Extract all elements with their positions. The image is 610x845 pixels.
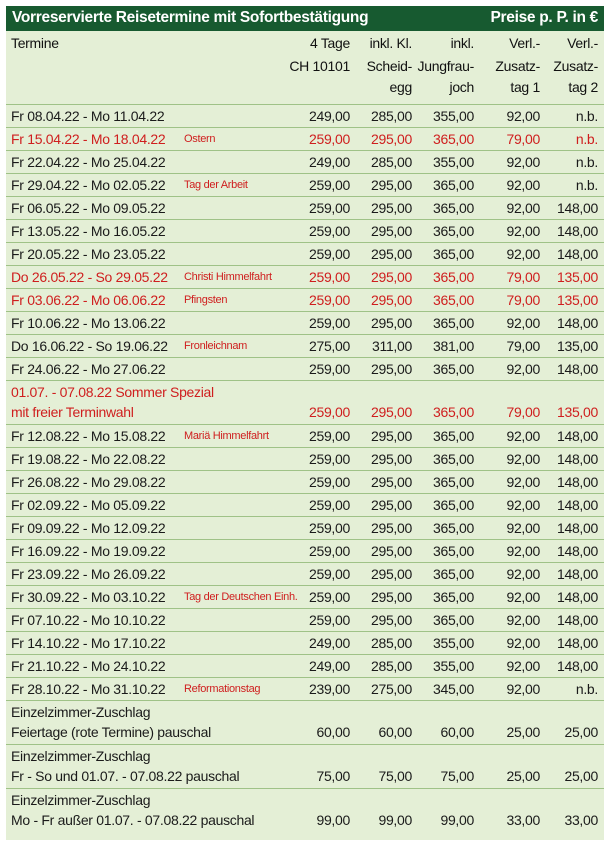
row-date: Fr 21.10.22 - Mo 24.10.22 [11, 658, 166, 674]
price-4-tage: 259,00 [308, 315, 350, 331]
price-zusatztag-2: 148,00 [556, 223, 598, 239]
price-scheidegg: 295,00 [370, 612, 412, 628]
price-zusatztag-1: 25,00 [506, 724, 540, 740]
row-date: Fr 19.08.22 - Mo 22.08.22 [11, 451, 166, 467]
price-zusatztag-1: 92,00 [506, 497, 540, 513]
price-scheidegg: 285,00 [370, 658, 412, 674]
price-jungfraujoch: 365,00 [432, 520, 474, 536]
price-jungfraujoch: 365,00 [432, 451, 474, 467]
price-scheidegg: 295,00 [370, 177, 412, 193]
table-row [6, 516, 604, 539]
price-4-tage: 275,00 [308, 338, 350, 354]
price-zusatztag-1: 92,00 [506, 246, 540, 262]
price-4-tage: 259,00 [308, 131, 350, 147]
price-zusatztag-2: 148,00 [556, 566, 598, 582]
price-zusatztag-1: 79,00 [506, 269, 540, 285]
price-4-tage: 239,00 [308, 681, 350, 697]
price-zusatztag-1: 92,00 [506, 108, 540, 124]
header-scheidegg-line1: inkl. Kl. [369, 35, 412, 51]
table-row-special [6, 380, 604, 424]
price-zusatztag-1: 92,00 [506, 428, 540, 444]
price-jungfraujoch: 345,00 [432, 681, 474, 697]
table-row [6, 654, 604, 677]
table-title: Vorreservierte Reisetermine mit Sofortbestätigung [12, 9, 369, 26]
table-row [6, 127, 604, 150]
price-zusatztag-1: 92,00 [506, 451, 540, 467]
price-scheidegg: 295,00 [370, 200, 412, 216]
header-zusatztag1-line3: tag 1 [510, 79, 540, 95]
price-zusatztag-2: 135,00 [556, 269, 598, 285]
row-label-line2: Mo - Fr außer 01.07. - 07.08.22 pauschal [11, 812, 255, 828]
price-zusatztag-2: 148,00 [556, 612, 598, 628]
price-4-tage: 259,00 [308, 223, 350, 239]
header-termine: Termine [11, 35, 59, 51]
table-row [6, 265, 604, 288]
price-jungfraujoch: 355,00 [432, 635, 474, 651]
price-4-tage: 259,00 [308, 589, 350, 605]
price-jungfraujoch: 99,00 [440, 812, 474, 828]
price-4-tage: 249,00 [308, 108, 350, 124]
row-date: Fr 28.10.22 - Mo 31.10.22 [11, 681, 166, 697]
price-jungfraujoch: 365,00 [432, 246, 474, 262]
price-jungfraujoch: 365,00 [432, 543, 474, 559]
price-4-tage: 259,00 [308, 428, 350, 444]
table-row [6, 585, 604, 608]
row-label-line1: Einzelzimmer-Zuschlag [11, 792, 151, 808]
row-label-line1: Einzelzimmer-Zuschlag [11, 704, 151, 720]
price-zusatztag-2: n.b. [575, 108, 598, 124]
price-jungfraujoch: 365,00 [432, 404, 474, 420]
price-4-tage: 259,00 [308, 269, 350, 285]
row-date: Fr 08.04.22 - Mo 11.04.22 [11, 108, 165, 124]
table-row-special [6, 700, 604, 744]
row-date: Fr 02.09.22 - Mo 05.09.22 [11, 497, 166, 513]
price-zusatztag-1: 92,00 [506, 635, 540, 651]
table-row [6, 150, 604, 173]
row-date: Fr 07.10.22 - Mo 10.10.22 [11, 612, 166, 628]
price-scheidegg: 295,00 [370, 520, 412, 536]
price-table [6, 6, 604, 840]
price-zusatztag-2: 148,00 [556, 658, 598, 674]
price-scheidegg: 275,00 [370, 681, 412, 697]
row-date: Fr 12.08.22 - Mo 15.08.22 [11, 428, 166, 444]
table-row [6, 219, 604, 242]
table-row [6, 447, 604, 470]
table-header [6, 32, 604, 104]
header-ch-10101: CH 10101 [289, 58, 350, 74]
header-zusatztag2-line2: Zusatz- [553, 58, 598, 74]
price-4-tage: 259,00 [308, 497, 350, 513]
table-row [6, 357, 604, 380]
price-zusatztag-2: 33,00 [564, 812, 598, 828]
row-date: Fr 06.05.22 - Mo 09.05.22 [11, 200, 166, 216]
table-row [6, 470, 604, 493]
price-4-tage: 259,00 [308, 451, 350, 467]
price-zusatztag-2: 148,00 [556, 361, 598, 377]
table-row [6, 631, 604, 654]
price-jungfraujoch: 60,00 [440, 724, 474, 740]
price-4-tage: 249,00 [308, 658, 350, 674]
price-zusatztag-1: 92,00 [506, 566, 540, 582]
price-zusatztag-1: 92,00 [506, 612, 540, 628]
row-date: Fr 13.05.22 - Mo 16.05.22 [11, 223, 166, 239]
price-zusatztag-2: 135,00 [556, 404, 598, 420]
price-jungfraujoch: 365,00 [432, 131, 474, 147]
row-label-line1: Einzelzimmer-Zuschlag [11, 748, 151, 764]
price-jungfraujoch: 365,00 [432, 497, 474, 513]
price-scheidegg: 285,00 [370, 154, 412, 170]
row-date: Fr 26.08.22 - Mo 29.08.22 [11, 474, 166, 490]
price-4-tage: 259,00 [308, 404, 350, 420]
price-jungfraujoch: 381,00 [432, 338, 474, 354]
price-zusatztag-1: 79,00 [506, 292, 540, 308]
price-note: Preise p. P. in € [490, 9, 598, 26]
table-row [6, 196, 604, 219]
table-row [6, 334, 604, 357]
price-4-tage: 259,00 [308, 612, 350, 628]
row-date: Fr 23.09.22 - Mo 26.09.22 [11, 566, 166, 582]
price-scheidegg: 295,00 [370, 246, 412, 262]
price-zusatztag-2: 25,00 [564, 724, 598, 740]
table-row [6, 424, 604, 447]
price-zusatztag-1: 92,00 [506, 474, 540, 490]
row-label-line2: Fr - So und 01.07. - 07.08.22 pauschal [11, 768, 240, 784]
price-jungfraujoch: 365,00 [432, 474, 474, 490]
row-date: Fr 09.09.22 - Mo 12.09.22 [11, 520, 166, 536]
price-4-tage: 259,00 [308, 520, 350, 536]
price-4-tage: 249,00 [308, 154, 350, 170]
table-row [6, 288, 604, 311]
row-date: Fr 22.04.22 - Mo 25.04.22 [11, 154, 166, 170]
price-4-tage: 259,00 [308, 566, 350, 582]
price-scheidegg: 295,00 [370, 292, 412, 308]
header-jungfraujoch-line1: inkl. [450, 35, 474, 51]
price-zusatztag-1: 92,00 [506, 681, 540, 697]
price-jungfraujoch: 365,00 [432, 269, 474, 285]
price-zusatztag-2: 148,00 [556, 543, 598, 559]
price-zusatztag-2: n.b. [575, 154, 598, 170]
price-zusatztag-1: 79,00 [506, 338, 540, 354]
title-bar [6, 6, 604, 31]
price-4-tage: 259,00 [308, 177, 350, 193]
price-zusatztag-1: 79,00 [506, 404, 540, 420]
price-zusatztag-2: 148,00 [556, 246, 598, 262]
price-4-tage: 75,00 [316, 768, 350, 784]
row-date: Fr 20.05.22 - Mo 23.05.22 [11, 246, 166, 262]
price-scheidegg: 295,00 [370, 428, 412, 444]
price-scheidegg: 99,00 [378, 812, 412, 828]
price-zusatztag-1: 92,00 [506, 315, 540, 331]
price-scheidegg: 295,00 [370, 223, 412, 239]
row-label-line2: Feiertage (rote Termine) pauschal [11, 724, 211, 740]
price-jungfraujoch: 365,00 [432, 589, 474, 605]
row-date: Do 26.05.22 - So 29.05.22 [11, 269, 168, 285]
price-zusatztag-2: 135,00 [556, 292, 598, 308]
row-date: Do 16.06.22 - So 19.06.22 [11, 338, 168, 354]
header-zusatztag2-line3: tag 2 [568, 79, 598, 95]
price-scheidegg: 295,00 [370, 566, 412, 582]
price-4-tage: 249,00 [308, 635, 350, 651]
price-zusatztag-1: 92,00 [506, 520, 540, 536]
header-zusatztag2-line1: Verl.- [567, 35, 598, 51]
price-scheidegg: 295,00 [370, 451, 412, 467]
row-date: Fr 29.04.22 - Mo 02.05.22 [11, 177, 166, 193]
price-zusatztag-1: 92,00 [506, 200, 540, 216]
price-jungfraujoch: 365,00 [432, 200, 474, 216]
table-row [6, 104, 604, 127]
price-zusatztag-2: 25,00 [564, 768, 598, 784]
price-zusatztag-2: 148,00 [556, 315, 598, 331]
price-scheidegg: 295,00 [370, 361, 412, 377]
price-zusatztag-1: 92,00 [506, 658, 540, 674]
row-label-line2: mit freier Terminwahl [11, 404, 134, 420]
header-scheidegg-line3: egg [389, 79, 412, 95]
price-zusatztag-1: 92,00 [506, 154, 540, 170]
price-scheidegg: 311,00 [372, 338, 412, 354]
price-jungfraujoch: 365,00 [432, 177, 474, 193]
price-zusatztag-1: 92,00 [506, 361, 540, 377]
price-jungfraujoch: 365,00 [432, 292, 474, 308]
price-zusatztag-2: 148,00 [556, 589, 598, 605]
price-zusatztag-2: 148,00 [556, 497, 598, 513]
header-zusatztag1-line2: Zusatz- [495, 58, 540, 74]
price-jungfraujoch: 365,00 [432, 612, 474, 628]
table-row-special [6, 744, 604, 788]
table-row [6, 311, 604, 334]
price-jungfraujoch: 365,00 [432, 566, 474, 582]
price-scheidegg: 295,00 [370, 543, 412, 559]
table-row [6, 173, 604, 196]
row-holiday-note: Christi Himmelfahrt [184, 271, 272, 283]
table-row [6, 493, 604, 516]
row-label-line1: 01.07. - 07.08.22 Sommer Spezial [11, 384, 214, 400]
price-4-tage: 259,00 [308, 361, 350, 377]
price-zusatztag-2: 148,00 [556, 451, 598, 467]
table-row-special [6, 788, 604, 832]
price-4-tage: 259,00 [308, 292, 350, 308]
row-holiday-note: Mariä Himmelfahrt [184, 430, 269, 442]
row-holiday-note: Tag der Arbeit [184, 179, 248, 191]
price-zusatztag-2: 148,00 [556, 428, 598, 444]
price-zusatztag-1: 79,00 [506, 131, 540, 147]
price-scheidegg: 295,00 [370, 131, 412, 147]
price-zusatztag-2: 135,00 [556, 338, 598, 354]
price-4-tage: 60,00 [316, 724, 350, 740]
row-date: Fr 14.10.22 - Mo 17.10.22 [11, 635, 166, 651]
price-scheidegg: 295,00 [370, 404, 412, 420]
price-jungfraujoch: 365,00 [432, 428, 474, 444]
price-scheidegg: 295,00 [370, 497, 412, 513]
header-jungfraujoch-line3: joch [449, 79, 474, 95]
price-4-tage: 259,00 [308, 246, 350, 262]
price-zusatztag-1: 92,00 [506, 223, 540, 239]
price-zusatztag-1: 25,00 [506, 768, 540, 784]
price-zusatztag-2: n.b. [575, 131, 598, 147]
table-row [6, 608, 604, 631]
price-zusatztag-2: n.b. [575, 681, 598, 697]
row-date: Fr 10.06.22 - Mo 13.06.22 [11, 315, 166, 331]
table-row [6, 242, 604, 265]
row-holiday-note: Tag der Deutschen Einh. [184, 591, 298, 603]
price-zusatztag-1: 92,00 [506, 543, 540, 559]
row-date: Fr 16.09.22 - Mo 19.09.22 [11, 543, 166, 559]
row-holiday-note: Fronleichnam [184, 340, 248, 352]
row-date: Fr 03.06.22 - Mo 06.06.22 [11, 292, 166, 308]
price-scheidegg: 295,00 [370, 269, 412, 285]
price-zusatztag-2: 148,00 [556, 520, 598, 536]
price-scheidegg: 295,00 [370, 474, 412, 490]
price-zusatztag-2: 148,00 [556, 200, 598, 216]
row-holiday-note: Reformationstag [184, 683, 261, 695]
table-row [6, 677, 604, 700]
price-scheidegg: 285,00 [370, 108, 412, 124]
price-zusatztag-1: 33,00 [506, 812, 540, 828]
price-zusatztag-1: 92,00 [506, 177, 540, 193]
price-zusatztag-2: n.b. [575, 177, 598, 193]
price-scheidegg: 285,00 [370, 635, 412, 651]
price-4-tage: 259,00 [308, 474, 350, 490]
price-jungfraujoch: 365,00 [432, 315, 474, 331]
price-scheidegg: 60,00 [378, 724, 412, 740]
price-jungfraujoch: 75,00 [440, 768, 474, 784]
header-scheidegg-line2: Scheid- [366, 58, 412, 74]
row-holiday-note: Pfingsten [184, 294, 228, 306]
header-jungfraujoch-line2: Jungfrau- [417, 58, 474, 74]
row-date: Fr 30.09.22 - Mo 03.10.22 [11, 589, 166, 605]
price-zusatztag-1: 92,00 [506, 589, 540, 605]
price-zusatztag-2: 148,00 [556, 474, 598, 490]
price-scheidegg: 295,00 [370, 315, 412, 331]
table-row [6, 562, 604, 585]
price-jungfraujoch: 355,00 [432, 108, 474, 124]
price-jungfraujoch: 355,00 [432, 154, 474, 170]
price-scheidegg: 295,00 [370, 589, 412, 605]
price-jungfraujoch: 365,00 [432, 223, 474, 239]
price-scheidegg: 75,00 [378, 768, 412, 784]
header-zusatztag1-line1: Verl.- [509, 35, 540, 51]
price-jungfraujoch: 355,00 [432, 658, 474, 674]
price-jungfraujoch: 365,00 [432, 361, 474, 377]
row-date: Fr 24.06.22 - Mo 27.06.22 [11, 361, 166, 377]
price-zusatztag-2: 148,00 [556, 635, 598, 651]
table-row [6, 539, 604, 562]
price-4-tage: 259,00 [308, 543, 350, 559]
price-4-tage: 99,00 [316, 812, 350, 828]
row-date: Fr 15.04.22 - Mo 18.04.22 [11, 131, 166, 147]
header-4-tage: 4 Tage [310, 35, 350, 51]
price-4-tage: 259,00 [308, 200, 350, 216]
row-holiday-note: Ostern [184, 133, 216, 145]
